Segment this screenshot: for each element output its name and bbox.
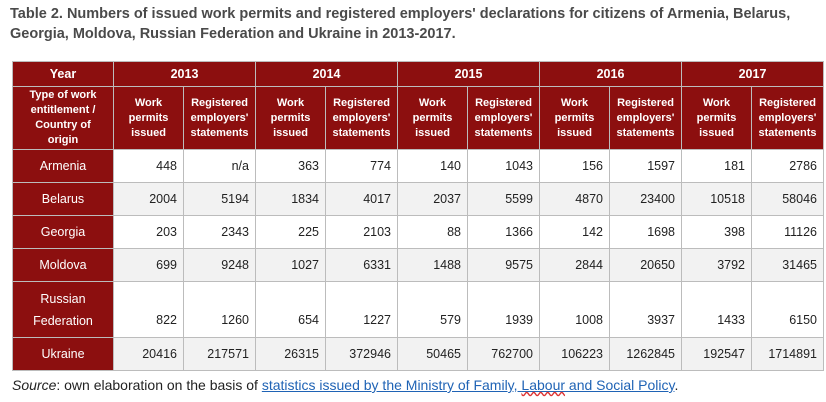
country-cell: Armenia <box>13 150 114 183</box>
value-cell: 1834 <box>256 183 326 216</box>
value-cell: 398 <box>682 216 752 249</box>
value-cell: 1008 <box>540 282 610 338</box>
table-row <box>13 150 824 183</box>
value-cell: 4870 <box>540 183 610 216</box>
value-cell: 181 <box>682 150 752 183</box>
source-text: : own elaboration on the basis of <box>56 377 262 393</box>
country-cell: Russian Federation <box>13 282 114 338</box>
value-cell: 1714891 <box>752 338 824 371</box>
country-cell: Georgia <box>13 216 114 249</box>
value-cell: 2343 <box>184 216 256 249</box>
value-cell: 1260 <box>184 282 256 338</box>
source-link-text-3[interactable]: and Social Policy <box>565 377 675 393</box>
value-cell: 762700 <box>468 338 540 371</box>
column-header-permits: Work permits issued <box>540 87 610 150</box>
column-header-row <box>13 87 824 150</box>
value-cell: 23400 <box>610 183 682 216</box>
value-cell: 1939 <box>468 282 540 338</box>
value-cell: 2004 <box>114 183 184 216</box>
column-header-statements: Registered employers' statements <box>184 87 256 150</box>
column-header-permits: Work permits issued <box>114 87 184 150</box>
value-cell: 3937 <box>610 282 682 338</box>
table-row <box>13 282 824 338</box>
value-cell: 156 <box>540 150 610 183</box>
value-cell: 774 <box>326 150 398 183</box>
value-cell: 4017 <box>326 183 398 216</box>
value-cell: 11126 <box>752 216 824 249</box>
value-cell: 372946 <box>326 338 398 371</box>
column-header-permits: Work permits issued <box>256 87 326 150</box>
value-cell: 2786 <box>752 150 824 183</box>
source-link-text-2[interactable]: Labour <box>521 377 566 393</box>
value-cell: 699 <box>114 249 184 282</box>
year-corner-cell: Year <box>13 62 114 87</box>
value-cell: 3792 <box>682 249 752 282</box>
year-header-2014: 2014 <box>256 62 398 87</box>
year-header-2017: 2017 <box>682 62 824 87</box>
work-permits-table <box>12 61 824 371</box>
table-row <box>13 216 824 249</box>
value-cell: 106223 <box>540 338 610 371</box>
column-header-statements: Registered employers' statements <box>468 87 540 150</box>
value-cell: 2103 <box>326 216 398 249</box>
source-link-text-1[interactable]: statistics issued by the Ministry of Family, <box>261 377 522 393</box>
country-cell: Moldova <box>13 249 114 282</box>
column-header-permits: Work permits issued <box>682 87 752 150</box>
value-cell: 88 <box>398 216 468 249</box>
value-cell: 1262845 <box>610 338 682 371</box>
value-cell: 1433 <box>682 282 752 338</box>
column-header-permits: Work permits issued <box>398 87 468 150</box>
value-cell: 50465 <box>398 338 468 371</box>
table-row <box>13 249 824 282</box>
value-cell: 26315 <box>256 338 326 371</box>
value-cell: 2037 <box>398 183 468 216</box>
value-cell: 5194 <box>184 183 256 216</box>
year-header-2016: 2016 <box>540 62 682 87</box>
value-cell: 140 <box>398 150 468 183</box>
value-cell: 217571 <box>184 338 256 371</box>
value-cell: 6150 <box>752 282 824 338</box>
year-header-2013: 2013 <box>114 62 256 87</box>
value-cell: 142 <box>540 216 610 249</box>
table-row <box>13 338 824 371</box>
value-cell: 6331 <box>326 249 398 282</box>
value-cell: 1366 <box>468 216 540 249</box>
country-cell: Belarus <box>13 183 114 216</box>
value-cell: n/a <box>184 150 256 183</box>
value-cell: 448 <box>114 150 184 183</box>
value-cell: 1043 <box>468 150 540 183</box>
year-header-2015: 2015 <box>398 62 540 87</box>
caption-line-2: Georgia, Moldova, Russian Federation and Ukraine in 2013-2017. <box>10 26 456 42</box>
value-cell: 1488 <box>398 249 468 282</box>
table-caption <box>10 4 820 44</box>
column-header-statements: Registered employers' statements <box>610 87 682 150</box>
country-cell: Ukraine <box>13 338 114 371</box>
year-header-row <box>13 62 824 87</box>
value-cell: 9248 <box>184 249 256 282</box>
value-cell: 822 <box>114 282 184 338</box>
country-corner-cell: Type of work entitlement / Country of origin <box>13 87 114 150</box>
value-cell: 579 <box>398 282 468 338</box>
value-cell: 192547 <box>682 338 752 371</box>
caption-line-1: Table 2. Numbers of issued work permits and registered employers' declarations for citizens of Armenia, Belarus, <box>10 6 791 22</box>
value-cell: 225 <box>256 216 326 249</box>
value-cell: 9575 <box>468 249 540 282</box>
value-cell: 654 <box>256 282 326 338</box>
value-cell: 1227 <box>326 282 398 338</box>
value-cell: 1597 <box>610 150 682 183</box>
value-cell: 58046 <box>752 183 824 216</box>
value-cell: 363 <box>256 150 326 183</box>
source-label: Source <box>12 377 57 393</box>
source-note <box>12 377 678 393</box>
value-cell: 2844 <box>540 249 610 282</box>
value-cell: 1698 <box>610 216 682 249</box>
column-header-statements: Registered employers' statements <box>326 87 398 150</box>
source-text-end: . <box>674 377 679 393</box>
value-cell: 20416 <box>114 338 184 371</box>
table-row <box>13 183 824 216</box>
value-cell: 20650 <box>610 249 682 282</box>
column-header-statements: Registered employers' statements <box>752 87 824 150</box>
value-cell: 10518 <box>682 183 752 216</box>
value-cell: 31465 <box>752 249 824 282</box>
value-cell: 1027 <box>256 249 326 282</box>
source-link[interactable] <box>262 377 675 393</box>
value-cell: 5599 <box>468 183 540 216</box>
value-cell: 203 <box>114 216 184 249</box>
